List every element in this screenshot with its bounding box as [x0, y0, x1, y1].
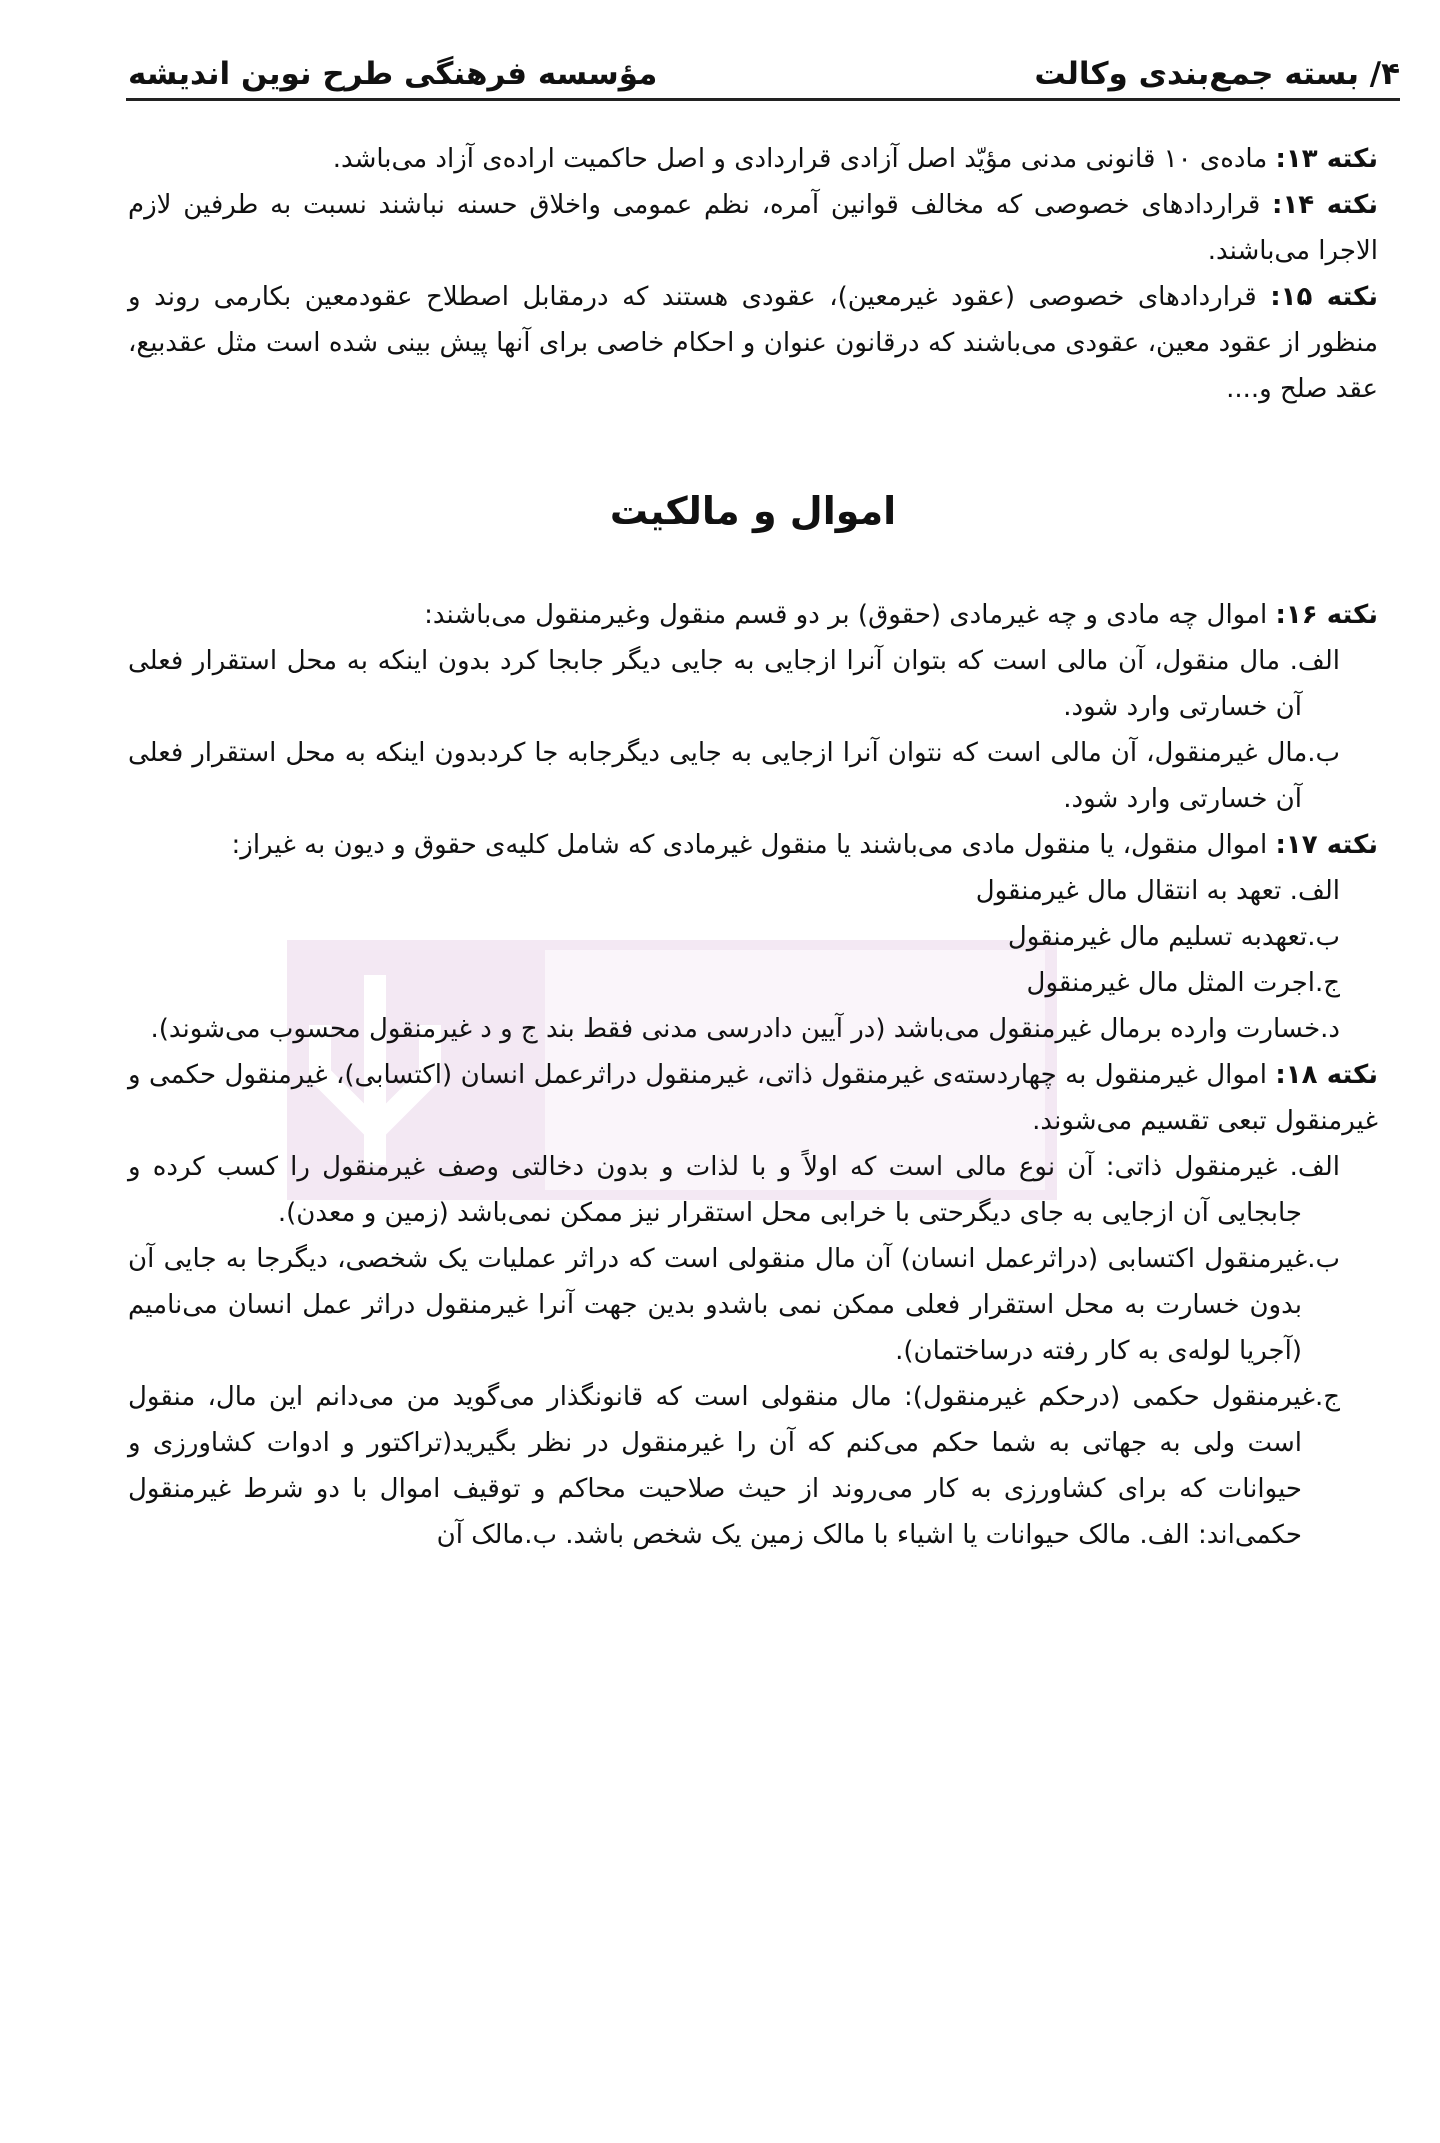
note-text: اموال منقول، یا منقول مادی می‌باشند یا منقول غیرمادی که شامل کلیه‌ی حقوق و دیون به غیراز:	[231, 830, 1276, 860]
header-divider	[126, 98, 1400, 101]
note-17-item: الف. تعهد به انتقال مال غیرمنقول	[975, 876, 1340, 906]
section-heading: اموال و مالکیت	[609, 489, 897, 533]
note-text: قراردادهای خصوصی که مخالف قوانین آمره، نظم عمومی واخلاق حسنه نباشند نسبت به طرفین لازم الاجرا می‌باشند.	[128, 190, 1378, 266]
note-16-item: ب.مال غیرمنقول، آن مالی است که نتوان آنرا ازجایی به جایی دیگرجابه جا کردبدون اینکه به محل استقرار فعلی آن خسارتی وارد شود.	[128, 738, 1340, 814]
note-15	[128, 274, 1378, 412]
page-header	[128, 52, 1400, 96]
note-17	[128, 822, 1378, 868]
note-18-item: ب.غیرمنقول اکتسابی (دراثرعمل انسان) آن مال منقولی است که دراثر عملیات یک شخصی، دیگرجا به جایی آن بدون خسارت به محل استقرار فعلی ممکن نمی باشدو بدین جهت آنرا غیرمنقول دراثر عمل انسان می‌نامیم (آجریا لوله‌ی به کار رفته درساختمان).	[128, 1244, 1340, 1366]
note-label: نکته ۱۴:	[1272, 190, 1378, 220]
header-book-title: ۴/ بسته جمع‌بندی وکالت	[1034, 56, 1400, 92]
note-text: اموال چه مادی و چه غیرمادی (حقوق) بر دو قسم منقول وغیرمنقول می‌باشند:	[424, 600, 1276, 630]
note-14	[128, 182, 1378, 274]
note-label: نکته ۱۷:	[1275, 830, 1378, 860]
page-content	[128, 136, 1378, 1558]
note-16-item: الف. مال منقول، آن مالی است که بتوان آنرا ازجایی به جایی دیگر جابجا کرد بدون اینکه به محل استقرار فعلی آن خسارتی وارد شود.	[128, 646, 1340, 722]
note-18-item: الف. غیرمنقول ذاتی: آن نوع مالی است که اولاً و با لذات و بدون دخالتی وصف غیرمنقول را کسب کرده و جابجایی آن ازجایی به جای دیگرحتی با خرابی محل استقرار نیز ممکن نمی‌باشد (زمین و معدن).	[128, 1152, 1340, 1228]
note-18	[128, 1052, 1378, 1144]
header-publisher: مؤسسه فرهنگی طرح نوین اندیشه	[128, 56, 658, 92]
note-16	[128, 592, 1378, 638]
note-17-item: ب.تعهدبه تسلیم مال غیرمنقول	[1007, 922, 1340, 952]
note-17-item: ج.اجرت المثل مال غیرمنقول	[1026, 968, 1340, 998]
note-label: نکته ۱۳:	[1275, 144, 1378, 174]
note-18-item: ج.غیرمنقول حکمی (درحکم غیرمنقول): مال منقولی است که قانونگذار می‌گوید من می‌دانم این مال، منقول است ولی به جهاتی به شما حکم می‌کنم که آن را غیرمنقول در نظر بگیرید(تراکتور و ادوات کشاورزی و حیوانات که برای کشاورزی به کار می‌روند از حیث صلاحیت محاکم و توقیف اموال با دو شرط غیرمنقول حکمی‌اند: الف. مالک حیوانات یا اشیاء با مالک زمین یک شخص باشد. ب.مالک آن	[128, 1382, 1340, 1550]
note-17-item: د.خسارت وارده برمال غیرمنقول می‌باشد (در آیین دادرسی مدنی فقط بند ج و د غیرمنقول محسوب می‌شوند).	[150, 1014, 1340, 1044]
note-text: ماده‌ی ۱۰ قانونی مدنی مؤیّد اصل آزادی قراردادی و اصل حاکمیت اراده‌ی آزاد می‌باشد.	[332, 144, 1276, 174]
note-label: نکته ۱۵:	[1270, 282, 1378, 312]
note-label: نکته ۱۶:	[1275, 600, 1378, 630]
note-text: اموال غیرمنقول به چهاردسته‌ی غیرمنقول ذاتی، غیرمنقول دراثرعمل انسان (اکتسابی)، غیرمنقول حکمی و غیرمنقول تبعی تقسیم می‌شوند.	[128, 1060, 1378, 1136]
note-13	[128, 136, 1378, 182]
note-label: نکته ۱۸:	[1275, 1060, 1378, 1090]
note-text: قراردادهای خصوصی (عقود غیرمعین)، عقودی هستند که درمقابل اصطلاح عقودمعین بکارمی روند و منظور از عقود معین، عقودی می‌باشند که درقانون عنوان و احکام خاصی برای آنها پیش بینی شده است مثل عقدبیع، عقد صلح و....	[128, 282, 1378, 404]
